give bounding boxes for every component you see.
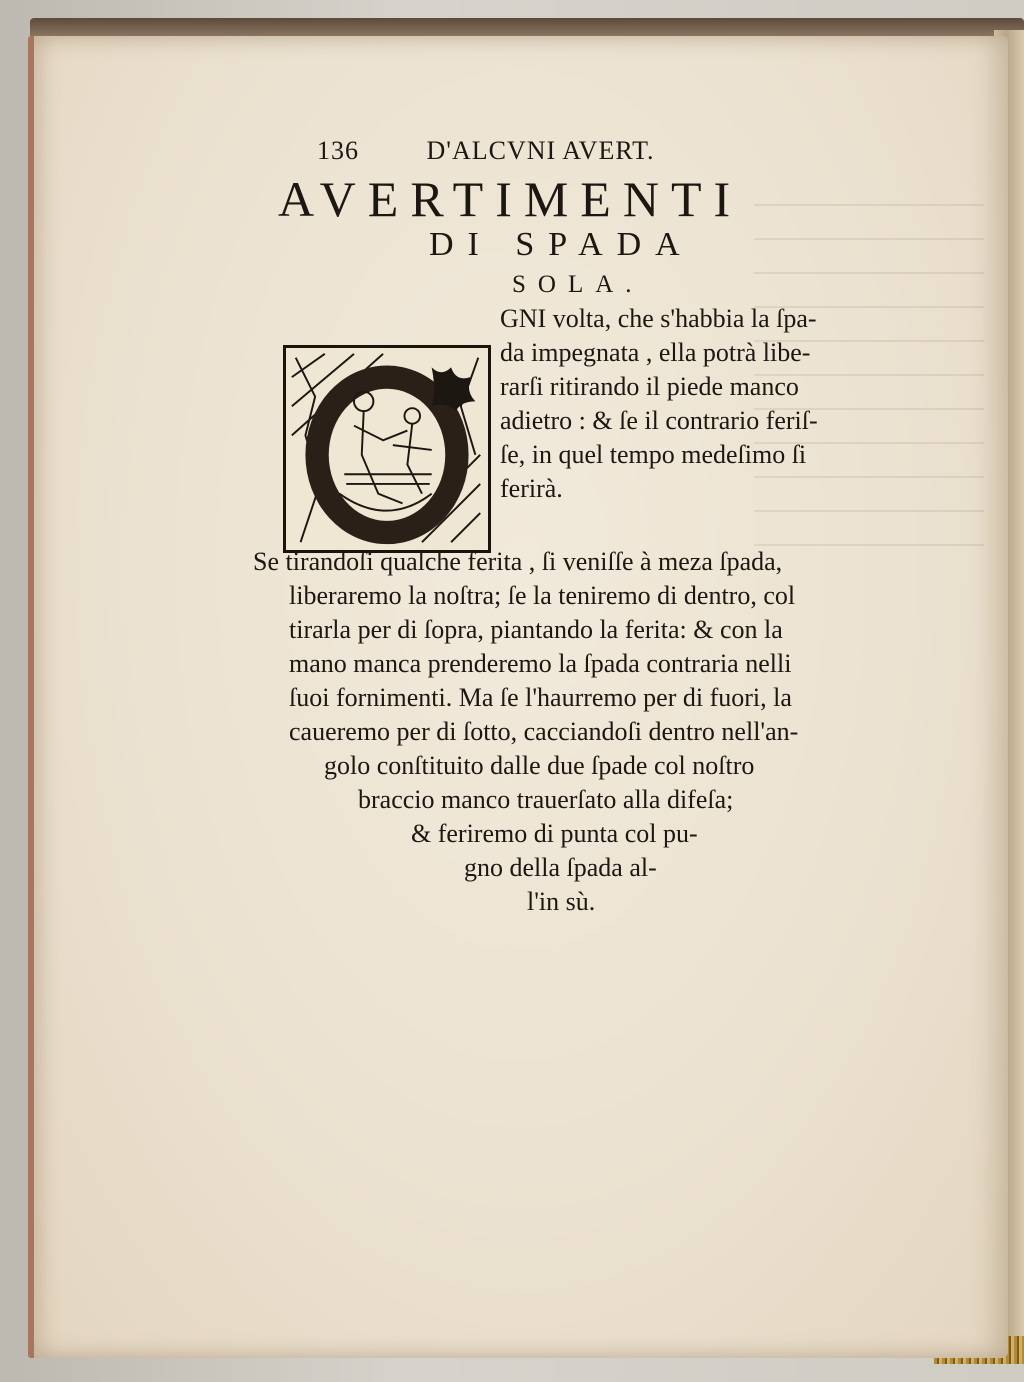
paragraph2-line: caueremo per di ſotto, cacciandoſi dentro nell'an- bbox=[289, 717, 799, 746]
paragraph2-line: golo conſtituito dalle due ſpade col noſtro bbox=[324, 751, 755, 780]
paragraph2-line: liberaremo la noſtra; ſe la teniremo di dentro, col bbox=[289, 581, 796, 610]
paragraph2-line: l'in sù. bbox=[527, 887, 596, 916]
woodcut-initial-o bbox=[286, 348, 488, 550]
paragraph2-line: Se tirandoſi qualche ferita , ſi veniſſe à meza ſpada, bbox=[253, 547, 783, 576]
paragraph2-line: braccio manco trauerſato alla difeſa; bbox=[358, 785, 734, 814]
decorated-initial-woodcut-icon bbox=[283, 345, 491, 553]
paragraph1-line: adietro : & ſe il contrario feriſ- bbox=[500, 406, 818, 435]
paragraph2-line: tirarla per di ſopra, piantando la ferita: & con la bbox=[289, 615, 783, 644]
book-page bbox=[28, 36, 1008, 1358]
paragraph2-line: ſuoi fornimenti. Ma ſe l'haurremo per di fuori, la bbox=[289, 683, 792, 712]
paragraph1-line: ſe, in quel tempo medeſimo ſi bbox=[500, 440, 807, 469]
running-head bbox=[317, 136, 655, 166]
paragraph1-line: rarſi ritirando il piede manco bbox=[500, 372, 799, 401]
paragraph2-line: gno della ſpada al- bbox=[464, 853, 657, 882]
paragraph2-line: mano manca prenderemo la ſpada contraria nelli bbox=[289, 649, 792, 678]
paragraph1-line: GNI volta, che s'habbia la ſpa- bbox=[500, 304, 817, 333]
running-title: D'ALCVNI AVERT. bbox=[426, 136, 655, 165]
paragraph1-line: ferirà. bbox=[500, 474, 563, 503]
page-number: 136 bbox=[317, 136, 359, 165]
chapter-title-line-3: SOLA. bbox=[512, 271, 644, 298]
chapter-title-line-1: AVERTIMENTI bbox=[278, 171, 743, 227]
paragraph2-line: & feriremo di punta col pu- bbox=[411, 819, 698, 848]
chapter-title-line-2: DI SPADA bbox=[429, 226, 694, 263]
paragraph1-line: da impegnata , ella potrà libe- bbox=[500, 338, 811, 367]
